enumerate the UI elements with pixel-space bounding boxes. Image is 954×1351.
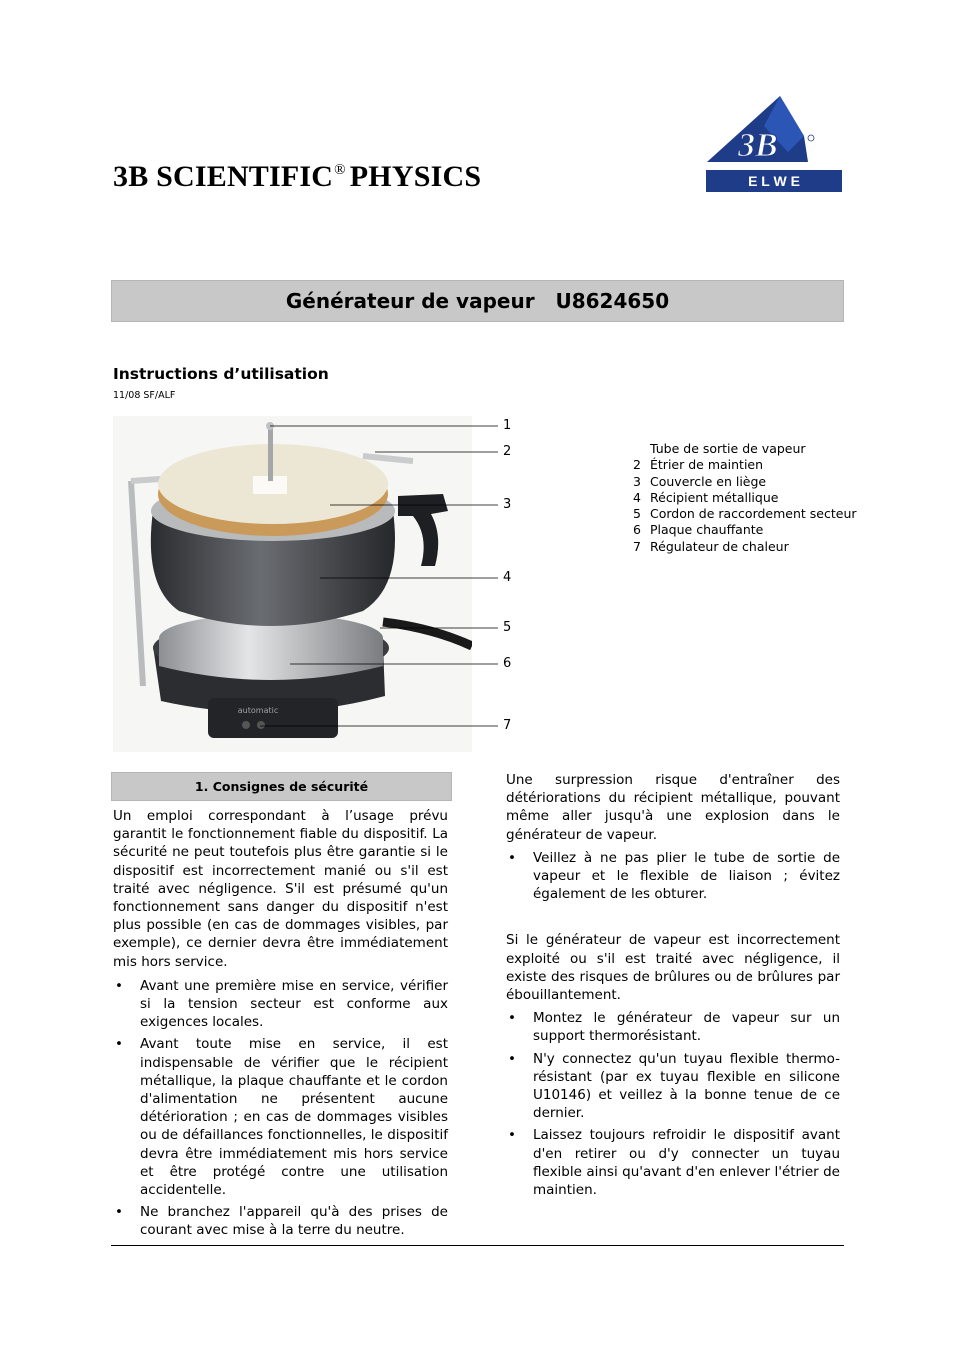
parts-list-item: 4 Récipient métallique <box>633 489 779 505</box>
svg-text:automatic: automatic <box>237 706 279 715</box>
svg-text:E L W E: E L W E <box>748 173 800 189</box>
pressure-bullet-list <box>506 849 840 904</box>
callout-5: 5 <box>503 620 512 635</box>
list-item: • Montez le générateur de vapeur sur un support thermorésistant. <box>506 1009 840 1045</box>
list-item: • Ne branchez l'appareil qu'à des prises de courant avec mise à la terre du neutre. <box>113 1203 448 1239</box>
product-title-bar <box>111 280 844 322</box>
parts-list-item: 6 Plaque chauffante <box>633 522 764 538</box>
parts-list-item: 2 Étrier de maintien <box>633 457 764 473</box>
pressure-warning: Une surpression risque d'entraîner des détériorations du récipient métallique, pouvant même aller jusqu'à une explosion dans le générateur de vapeur. <box>506 772 840 843</box>
instructions-date: 11/08 SF/ALF <box>113 390 176 401</box>
callout-7: 7 <box>503 718 512 733</box>
parts-list-item: 7 Régulateur de chaleur <box>633 538 789 554</box>
callout-2: 2 <box>503 444 512 459</box>
callout-4: 4 <box>503 570 512 585</box>
callout-3: 3 <box>503 497 512 512</box>
list-item: • N'y connectez qu'un tuyau flexible thermo-résistant (par ex tuyau flexible en silicone U10146) et veillez à la bonne tenue de ce dernier. <box>506 1050 840 1123</box>
product-title: Générateur de vapeur U8624650 <box>285 289 670 313</box>
callout-lines <box>260 416 520 746</box>
list-item: • Avant toute mise en service, il est indispensable de vérifier que le récipient métallique, la plaque chauffante et le cordon d'alimentation ne présentent aucune détérioration ; en cas de dommages visibles ou de défaillances fonctionnelles, le dispositif devra être immédiatement mis hors service et être protégé contre une utilisation accidentelle. <box>113 1035 448 1199</box>
parts-list <box>633 441 857 555</box>
callout-6: 6 <box>503 656 512 671</box>
burn-bullet-list <box>506 1009 840 1199</box>
brand-title: 3B SCIENTIFIC® PHYSICS <box>113 160 482 193</box>
parts-list-item: 5 Cordon de raccordement secteur <box>633 506 857 522</box>
safety-left-column <box>113 807 448 1240</box>
parts-list-item: Tube de sortie de vapeur <box>650 441 806 456</box>
list-item: • Veillez à ne pas plier le tube de sortie de vapeur et le flexible de liaison ; évitez également de les obturer. <box>506 849 840 904</box>
safety-right-column <box>506 771 840 1199</box>
list-item: • Laissez toujours refroidir le dispositif avant d'en retirer ou d'y connecter un tuyau flexible ainsi qu'avant d'en enlever l'étrier de maintien. <box>506 1126 840 1199</box>
callout-1: 1 <box>503 418 512 433</box>
instructions-heading: Instructions d’utilisation <box>113 365 329 383</box>
3b-elwe-logo <box>704 96 842 194</box>
safety-section-heading: 1. Consignes de sécurité <box>111 772 452 801</box>
svg-text:3B: 3B <box>738 127 778 164</box>
list-item: • Avant une première mise en service, vérifier si la tension secteur est conforme aux exigences locales. <box>113 977 448 1032</box>
parts-list-item: 3 Couvercle en liège <box>633 473 767 489</box>
safety-bullet-list <box>113 977 448 1240</box>
safety-intro: Un emploi correspondant à l’usage prévu garantit le fonctionnement fiable du dispositif. La sécurité ne peut toutefois plus être garantie si le dispositif est incorrectement manié ou s'il est traité avec négligence. S'il est présumé qu'un fonctionnement sans danger du dispositif n'est plus possible (en cas de dommages visibles, par exemple), ce dernier devra être immédiatement mis hors service. <box>113 808 448 970</box>
footer-rule <box>111 1245 844 1246</box>
burn-warning: Si le générateur de vapeur est incorrectement exploité ou s'il est traité avec négligence, il existe des risques de brûlures ou de brûlures par ébouillantement. <box>506 932 840 1004</box>
